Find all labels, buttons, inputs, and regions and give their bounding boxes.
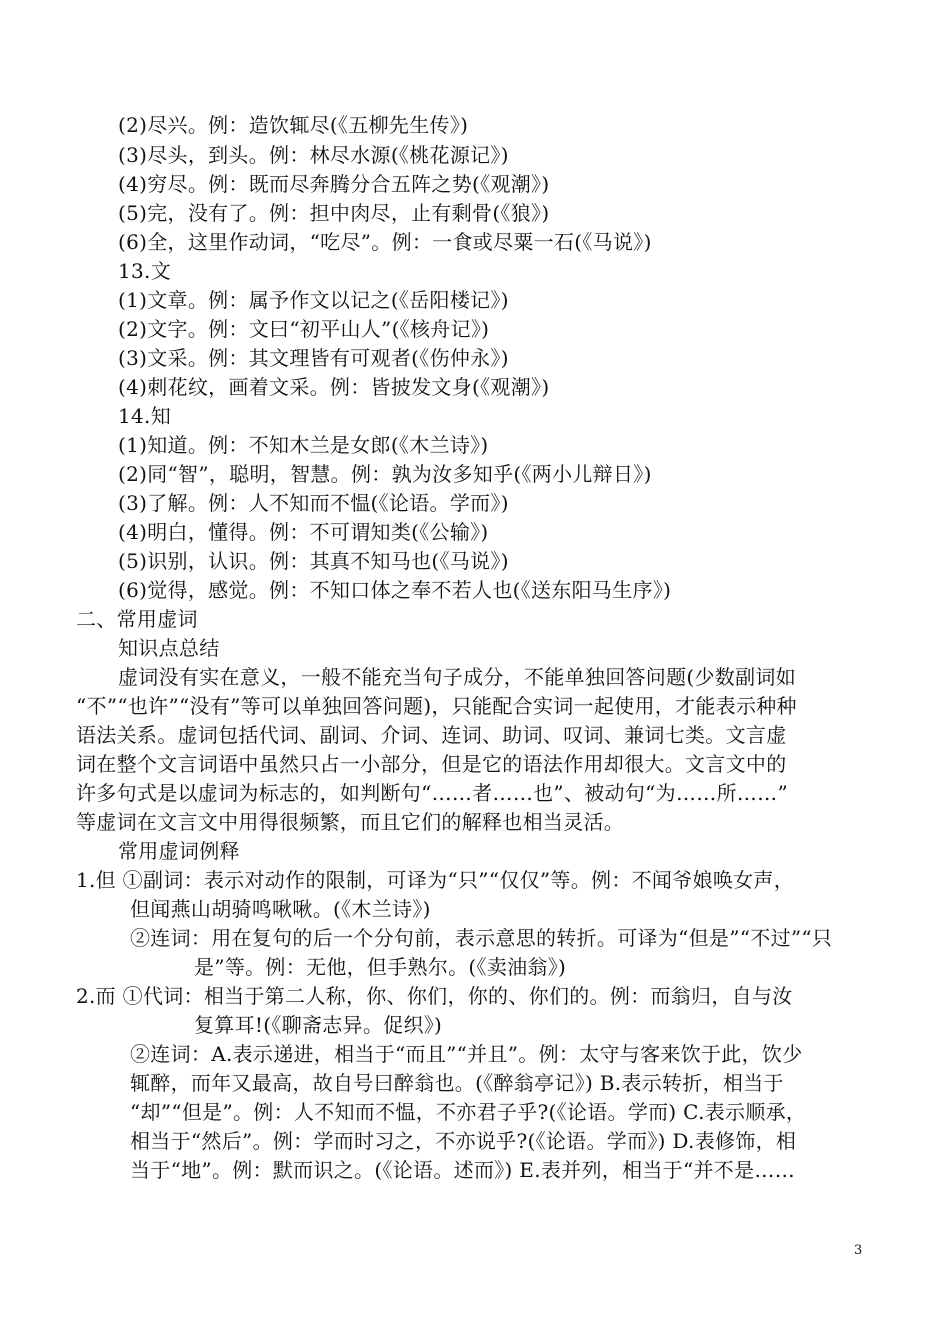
text-line: (1)知道。例：不知木兰是女郎(《木兰诗》) (118, 433, 489, 457)
section-heading: 14.知 (118, 404, 172, 428)
entry-line: 但闻燕山胡骑鸣啾啾。(《木兰诗》) (130, 897, 431, 921)
entry-line: 相当于“然后”。例：学而时习之，不亦说乎?(《论语。学而》) D.表修饰，相 (130, 1129, 797, 1153)
paragraph-line: 语法关系。虚词包括代词、副词、介词、连词、助词、叹词、兼词七类。文言虚 (76, 723, 787, 747)
text-line: (4)明白，懂得。例：不可谓知类(《公输》) (118, 520, 489, 544)
text-line: (5)完，没有了。例：担中肉尽，止有剩骨(《狼》) (118, 201, 550, 225)
text-line: (2)尽兴。例：造饮辄尽(《五柳先生传》) (118, 113, 469, 137)
text-line: (6)全，这里作动词，“吃尽”。例：一食或尽粟一石(《马说》) (118, 230, 652, 254)
text-line: (2)文字。例：文曰“初平山人”(《核舟记》) (118, 317, 490, 341)
entry-line: 辄醉，而年又最高，故自号曰醉翁也。(《醉翁亭记》) B.表示转折，相当于 (130, 1071, 784, 1095)
text-line: (4)穷尽。例：既而尽奔腾分合五阵之势(《观潮》) (118, 172, 550, 196)
entry-line: ②连词：用在复句的后一个分句前，表示意思的转折。可译为“但是”“不过”“只 (130, 926, 833, 950)
text-line: (3)了解。例：人不知而不愠(《论语。学而》) (118, 491, 509, 515)
text-line: (3)尽头，到头。例：林尽水源(《桃花源记》) (118, 143, 509, 167)
subheading: 常用虚词例释 (118, 839, 240, 863)
text-line: (4)刺花纹，画着文采。例：皆披发文身(《观潮》) (118, 375, 550, 399)
text-line: (2)同“智”，聪明，智慧。例：孰为汝多知乎(《两小儿辩日》) (118, 462, 652, 486)
chapter-heading: 二、常用虚词 (76, 607, 198, 631)
entry-line: 1.但 ①副词：表示对动作的限制，可译为“只”“仅仅”等。例：不闻爷娘唤女声， (76, 868, 795, 892)
text-line: (6)觉得，感觉。例：不知口体之奉不若人也(《送东阳马生序》) (118, 578, 672, 602)
text-line: (5)识别，认识。例：其真不知马也(《马说》) (118, 549, 509, 573)
paragraph-line: 虚词没有实在意义，一般不能充当句子成分，不能单独回答问题(少数副词如 (118, 665, 797, 689)
section-heading: 13.文 (118, 259, 172, 283)
paragraph-line: 许多句式是以虚词为标志的，如判断句“……者……也”、被动句“为……所……” (76, 781, 788, 805)
text-line: (1)文章。例：属予作文以记之(《岳阳楼记》) (118, 288, 509, 312)
paragraph-line: 词在整个文言词语中虽然只占一小部分，但是它的语法作用却很大。文言文中的 (76, 752, 787, 776)
paragraph-line: 等虚词在文言文中用得很频繁，而且它们的解释也相当灵活。 (76, 810, 625, 834)
text-line: (3)文采。例：其文理皆有可观者(《伤仲永》) (118, 346, 509, 370)
entry-line: 当于“地”。例：默而识之。(《论语。述而》) E.表并列，相当于“并不是…… (130, 1158, 795, 1182)
entry-line: 复算耳!(《聊斋志异。促织》) (194, 1013, 443, 1037)
entry-line: “却”“但是”。例：人不知而不愠，不亦君子乎?(《论语。学而) C.表示顺承， (130, 1100, 807, 1124)
entry-line: ②连词：A.表示递进，相当于“而且”“并且”。例：太守与客来饮于此，饮少 (130, 1042, 803, 1066)
page-number: 3 (854, 1243, 863, 1258)
entry-line: 2.而 ①代词：相当于第二人称，你、你们，你的、你们的。例：而翁归，自与汝 (76, 984, 793, 1008)
subheading: 知识点总结 (118, 636, 220, 660)
entry-line: 是”等。例：无他，但手熟尔。(《卖油翁》) (194, 955, 567, 979)
paragraph-line: “不”“也许”“没有”等可以单独回答问题)，只能配合实词一起使用，才能表示种种 (76, 694, 797, 718)
